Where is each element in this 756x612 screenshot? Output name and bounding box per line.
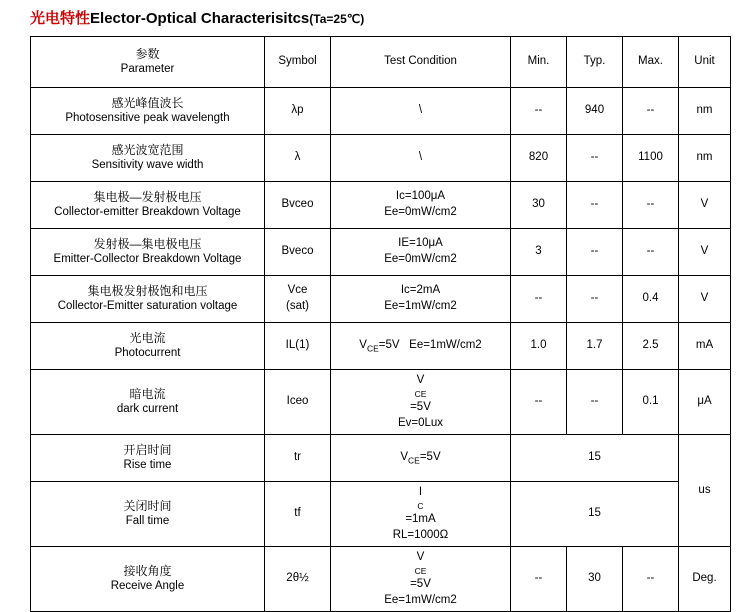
row-parameter-cn: 发射极—集电极电压 (93, 237, 202, 252)
row-unit: μA (679, 370, 731, 435)
row-parameter-en: Fall time (125, 515, 170, 528)
row-symbol: Bveco (265, 229, 331, 276)
header-parameter-cn: 参数 (135, 47, 160, 62)
header-min: Min. (511, 37, 567, 88)
header-max: Max. (623, 37, 679, 88)
row-min: 1.0 (511, 323, 567, 370)
row-condition (331, 547, 511, 612)
row-parameter (31, 323, 265, 370)
row-typ: -- (567, 135, 623, 182)
row-min: -- (511, 547, 567, 612)
row-min: -- (511, 88, 567, 135)
row-typ: -- (567, 229, 623, 276)
row-unit: V (679, 276, 731, 323)
row-unit: mA (679, 323, 731, 370)
row-parameter (31, 435, 265, 482)
row-condition-line1: IE=10μA (398, 237, 443, 250)
row-unit: Deg. (679, 547, 731, 612)
row-parameter-en: Collector-emitter Breakdown Voltage (54, 206, 241, 219)
table-row (31, 276, 731, 323)
row-condition-line2: Ee=1mW/cm2 (384, 300, 457, 312)
header-symbol: Symbol (265, 37, 331, 88)
table-row (31, 135, 731, 182)
row-symbol: IL(1) (265, 323, 331, 370)
row-symbol: Bvceo (265, 182, 331, 229)
row-condition-line1: V CE =5V (410, 551, 431, 591)
row-parameter-en: Emitter-Collector Breakdown Voltage (53, 253, 242, 266)
row-typ: 30 (567, 547, 623, 612)
row-condition: \ (331, 88, 511, 135)
header-unit: Unit (679, 37, 731, 88)
table-row (31, 323, 731, 370)
row-typ: 1.7 (567, 323, 623, 370)
page-title-en: Elector-Optical Characterisitcs (90, 10, 310, 27)
row-parameter-cn: 接收角度 (123, 564, 172, 579)
row-parameter (31, 135, 265, 182)
row-min: -- (511, 370, 567, 435)
row-condition-line1: I C =1mA (405, 486, 436, 525)
row-condition (331, 276, 511, 323)
row-parameter-en: Photosensitive peak wavelength (65, 112, 230, 125)
row-symbol-line2: (sat) (286, 300, 309, 312)
row-condition (331, 435, 511, 482)
table-row (31, 482, 731, 547)
header-test-condition: Test Condition (331, 37, 511, 88)
row-condition (331, 482, 511, 547)
row-parameter-cn: 感光峰值波长 (111, 96, 184, 111)
row-condition-line2: Ev=0Lux (397, 416, 444, 429)
row-condition-line2: Ee=0mW/cm2 (384, 206, 457, 218)
row-unit: nm (679, 135, 731, 182)
row-min: -- (511, 276, 567, 323)
specifications-table (30, 36, 731, 612)
table-row (31, 182, 731, 229)
row-min: 3 (511, 229, 567, 276)
row-condition-line2: Ee=1mW/cm2 (384, 593, 457, 606)
row-parameter (31, 547, 265, 612)
table-row (31, 435, 731, 482)
row-parameter (31, 276, 265, 323)
row-parameter-cn: 开启时间 (123, 443, 172, 458)
row-parameter-cn: 集电极发射极饱和电压 (87, 284, 208, 299)
row-condition-line1: V CE =5V (410, 374, 431, 413)
row-condition-line1: Ic=2mA (400, 284, 441, 297)
row-typ: -- (567, 276, 623, 323)
row-min: 820 (511, 135, 567, 182)
row-symbol: tf (265, 482, 331, 547)
row-parameter-cn: 关闭时间 (123, 499, 172, 514)
row-condition-line1: $V_{CE}=5V$ (400, 450, 441, 465)
row-parameter-en: Rise time (123, 459, 172, 472)
row-symbol: λ (265, 135, 331, 182)
header-typ: Typ. (567, 37, 623, 88)
row-symbol: 2θ½ (265, 547, 331, 612)
row-symbol: λp (265, 88, 331, 135)
row-parameter-en: Photocurrent (114, 347, 181, 360)
row-parameter (31, 370, 265, 435)
row-condition (331, 370, 511, 435)
row-parameter-en: Collector-Emitter saturation voltage (57, 300, 238, 313)
row-condition: \ (331, 135, 511, 182)
header-parameter-en: Parameter (120, 63, 175, 76)
table-row (31, 88, 731, 135)
row-parameter-cn: 集电极—发射极电压 (93, 190, 202, 205)
row-unit: V (679, 229, 731, 276)
page-title-condition: (Ta=25℃) (309, 12, 365, 26)
row-parameter (31, 182, 265, 229)
page-title (0, 0, 756, 36)
row-typ: -- (567, 370, 623, 435)
table-row (31, 229, 731, 276)
row-parameter (31, 482, 265, 547)
row-symbol: Iceo (265, 370, 331, 435)
row-condition (331, 229, 511, 276)
table-row (31, 370, 731, 435)
row-parameter-en: dark current (116, 403, 179, 416)
row-condition-line1: Ic=100μA (395, 190, 446, 203)
header-parameter (31, 37, 265, 88)
row-parameter-cn: 感光波宽范围 (111, 143, 184, 158)
row-typ: -- (567, 182, 623, 229)
row-condition (331, 323, 511, 370)
row-max: -- (623, 182, 679, 229)
row-parameter-cn: 暗电流 (129, 387, 166, 402)
row-symbol-line1: Vce (287, 284, 308, 297)
row-value-merged: 15 (511, 435, 679, 482)
row-parameter-cn: 光电流 (129, 331, 166, 346)
row-unit: us (679, 435, 731, 547)
row-parameter-en: Receive Angle (110, 580, 185, 593)
row-max: 0.4 (623, 276, 679, 323)
row-condition-line2: RL=1000Ω (392, 528, 449, 541)
row-max: 2.5 (623, 323, 679, 370)
row-condition (331, 182, 511, 229)
row-min: 30 (511, 182, 567, 229)
row-max: 1100 (623, 135, 679, 182)
table-header-row (31, 37, 731, 88)
row-parameter-en: Sensitivity wave width (91, 159, 204, 172)
row-parameter (31, 88, 265, 135)
row-max: -- (623, 547, 679, 612)
table-row (31, 547, 731, 612)
row-symbol (265, 276, 331, 323)
row-symbol: tr (265, 435, 331, 482)
row-unit: nm (679, 88, 731, 135)
row-unit: V (679, 182, 731, 229)
row-max: -- (623, 88, 679, 135)
page-title-cn: 光电特性 (30, 10, 91, 27)
row-max: 0.1 (623, 370, 679, 435)
row-typ: 940 (567, 88, 623, 135)
row-max: -- (623, 229, 679, 276)
row-parameter (31, 229, 265, 276)
row-value-merged: 15 (511, 482, 679, 547)
row-condition-line2: Ee=0mW/cm2 (384, 253, 457, 265)
row-condition-line1: $V_{CE}=5V$ Ee=1mW/cm2 (359, 338, 482, 353)
